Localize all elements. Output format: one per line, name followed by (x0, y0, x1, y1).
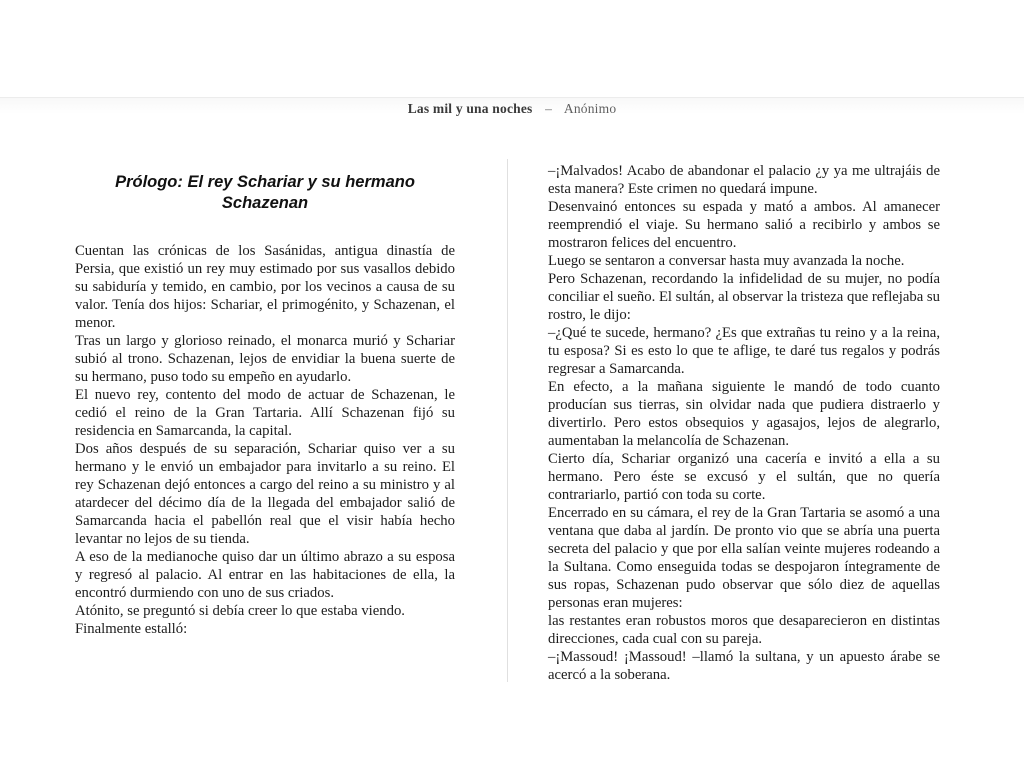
paragraph: –¡Malvados! Acabo de abandonar el palacio ¿y ya me ultrajáis de esta manera? Este crimen no quedará impune. (548, 163, 940, 197)
book-author: Anónimo (563, 101, 617, 116)
paragraph: El nuevo rey, contento del modo de actuar de Schazenan, le cedió el reino de la Gran Tartaria. Allí Schazenan fijó su residencia en Samarcanda, la capital. (75, 387, 455, 439)
paragraph: Desenvainó entonces su espada y mató a ambos. Al amanecer reemprendió el viaje. Su hermano salió a recibirlo y ambos se mostraron felices del encuentro. (548, 199, 940, 251)
book-title: Las mil y una noches (407, 101, 533, 116)
paragraph: Cuentan las crónicas de los Sasánidas, antigua dinastía de Persia, que existió un rey muy estimado por sus vasallos debido su sabiduría y temido, en cambio, por los vecinos a causa de su valor. Tenía dos hijos: Schariar, el primogénito, y Schazenan, el menor. (75, 243, 455, 331)
paragraph: Tras un largo y glorioso reinado, el monarca murió y Schariar subió al trono. Schazenan, lejos de envidiar la buena suerte de su hermano, puso todo su empeño en ayudarlo. (75, 333, 455, 385)
reading-area (75, 160, 940, 684)
paragraph: las restantes eran robustos moros que desaparecieron en distintas direcciones, cada cual con su pareja. (548, 613, 940, 647)
right-column-text (548, 162, 940, 684)
reader-header (0, 101, 1024, 117)
paragraph: Cierto día, Schariar organizó una cacería e invitó a ella a su hermano. Pero éste se excusó y el sultán, que no quería contrariarlo, partió con toda su corte. (548, 451, 940, 503)
right-column (548, 160, 940, 684)
paragraph: Atónito, se preguntó si debía creer lo que estaba viendo. (75, 603, 405, 619)
paragraph: A eso de la medianoche quiso dar un último abrazo a su esposa y regresó al palacio. Al entrar en las habitaciones de ella, la encontró durmiendo con uno de sus criados. (75, 549, 455, 601)
paragraph: –¿Qué te sucede, hermano? ¿Es que extrañas tu reino y a la reina, tu esposa? Si es esto lo que te aflige, te daré tus regalos y podrás regresar a Samarcanda. (548, 325, 940, 377)
paragraph: En efecto, a la mañana siguiente le mandó de todo cuanto producían sus tierras, sin olvidar nada que pudiera distraerlo y divertirlo. Pero estos obsequios y agasajos, lejos de alegrarlo, aumentaban la melancolía de Schazenan. (548, 379, 940, 449)
chapter-title: Prólogo: El rey Schariar y su hermano Schazenan (115, 173, 415, 212)
paragraph: Luego se sentaron a conversar hasta muy avanzada la noche. (548, 253, 905, 269)
title-author-separator: – (545, 101, 553, 116)
paragraph: Encerrado en su cámara, el rey de la Gran Tartaria se asomó a una ventana que daba al jardín. De pronto vio que se abría una puerta secreta del palacio y que por ella salían veinte mujeres rodeando a la Sultana. Como enseguida todas se despojaron íntegramente de sus ropas, Schazenan pudo observar que sólo diez de aquellas personas eran mujeres: (548, 505, 940, 611)
paragraph: Finalmente estalló: (75, 621, 188, 637)
paragraph: Dos años después de su separación, Schariar quiso ver a su hermano y le envió un embajador para invitarlo a su reino. El rey Schazenan dejó entonces a cargo del reino a su ministro y al atardecer del décimo día de la llegada del embajador salió de Samarcanda hacia el pabellón real que el visir había hecho levantar no lejos de su tienda. (75, 441, 455, 547)
left-column (75, 160, 455, 684)
paragraph: Pero Schazenan, recordando la infidelidad de su mujer, no podía conciliar el sueño. El sultán, al observar la tristeza que reflejaba su rostro, le dijo: (548, 271, 940, 323)
paragraph: –¡Massoud! ¡Massoud! –llamó la sultana, y un apuesto árabe se acercó a la soberana. (548, 649, 940, 683)
left-column-text (75, 242, 455, 638)
